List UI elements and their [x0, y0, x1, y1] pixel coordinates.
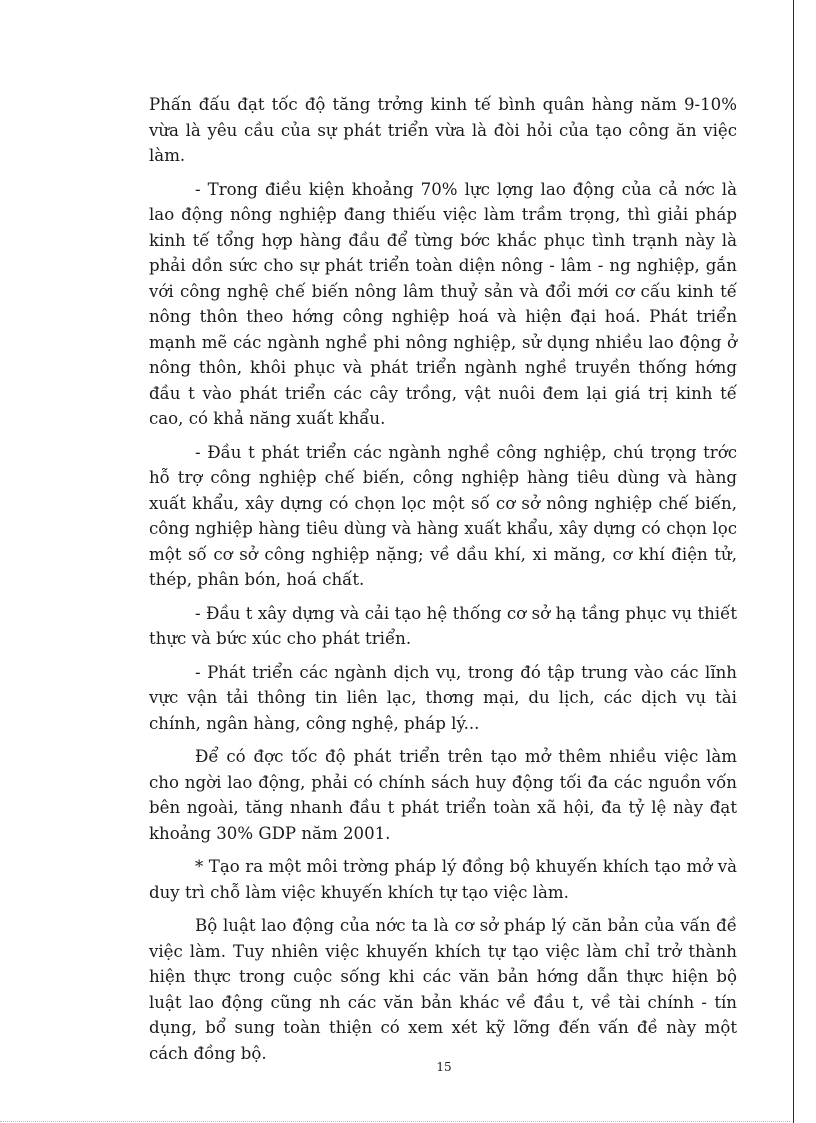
bottom-dotted-rule: [0, 1121, 790, 1122]
paragraph: * Tạo ra một môi trờng pháp lý đồng bộ khuyến khích tạo mở và duy trì chỗ làm việc khuyến khích tự tạo việc làm.: [149, 857, 737, 902]
paragraph: Phấn đấu đạt tốc độ tăng trởng kinh tế bình quân hàng năm 9-10% vừa là yêu cầu của sự phát triển vừa là đòi hỏi của tạo công ăn việc làm.: [149, 95, 737, 165]
paragraph: - Trong điều kiện khoảng 70% lực lợng lao động của cả nớc là lao động nông nghiệp đang thiếu việc làm trầm trọng, thì giải pháp kinh tế tổng hợp hàng đầu để từng bớc khắc phục tình trạnh này là phải dồn sức cho sự phát triển toàn diện nông - lâm - ng nghiệp, gắn với công nghệ chế biến nông lâm thuỷ sản và đổi mới cơ cấu kinh tế nông thôn theo hớng công nghiệp hoá và hiện đại hoá. Phát triển mạnh mẽ các ngành nghề phi nông nghiệp, sử dụng nhiều lao động ở nông thôn, khôi phục và phát triển ngành nghề truyền thống hớng đầu t vào phát triển các cây trồng, vật nuôi đem lại giá trị kinh tế cao, có khả năng xuất khẩu.: [149, 179, 737, 428]
paragraph: - Đầu t phát triển các ngành nghề công nghiệp, chú trọng trớc hỗ trợ công nghiệp chế biến, công nghiệp hàng tiêu dùng và hàng xuất khẩu, xây dựng có chọn lọc một số cơ sở nông nghiệp chế biến, công nghiệp hàng tiêu dùng và hàng xuất khẩu, xây dựng có chọn lọc một số cơ sở công nghiệp nặng; về dầu khí, xi măng, cơ khí điện tử, thép, phân bón, hoá chất.: [149, 442, 737, 589]
body-text: [149, 92, 737, 1074]
page-number: 15: [436, 1060, 452, 1074]
paragraph: - Phát triển các ngành dịch vụ, trong đó tập trung vào các lĩnh vực vận tải thông tin liên lạc, thơng mại, du lịch, các dịch vụ tài chính, ngân hàng, công nghệ, pháp lý...: [149, 662, 737, 733]
paragraph: - Đầu t xây dựng và cải tạo hệ thống cơ sở hạ tầng phục vụ thiết thực và bức xúc cho phát triển.: [149, 603, 737, 648]
right-margin-rule: [793, 0, 794, 1123]
paragraph: Bộ luật lao động của nớc ta là cơ sở pháp lý căn bản của vấn đề việc làm. Tuy nhiên việc khuyến khích tự tạo việc làm chỉ trở thành hiện thực trong cuộc sống khi các văn bản hớng dẫn thực hiện bộ luật lao động cũng nh các văn bản khác về đầu t, về tài chính - tín dụng, bổ sung toàn thiện có xem xét kỹ lỡng đến vấn đề này một cách đồng bộ.: [149, 916, 737, 1063]
paragraph: Để có đợc tốc độ phát triển trên tạo mở thêm nhiều việc làm cho ngời lao động, phải có chính sách huy động tối đa các nguồn vốn bên ngoài, tăng nhanh đầu t phát triển toàn xã hội, đa tỷ lệ này đạt khoảng 30% GDP năm 2001.: [149, 747, 737, 843]
